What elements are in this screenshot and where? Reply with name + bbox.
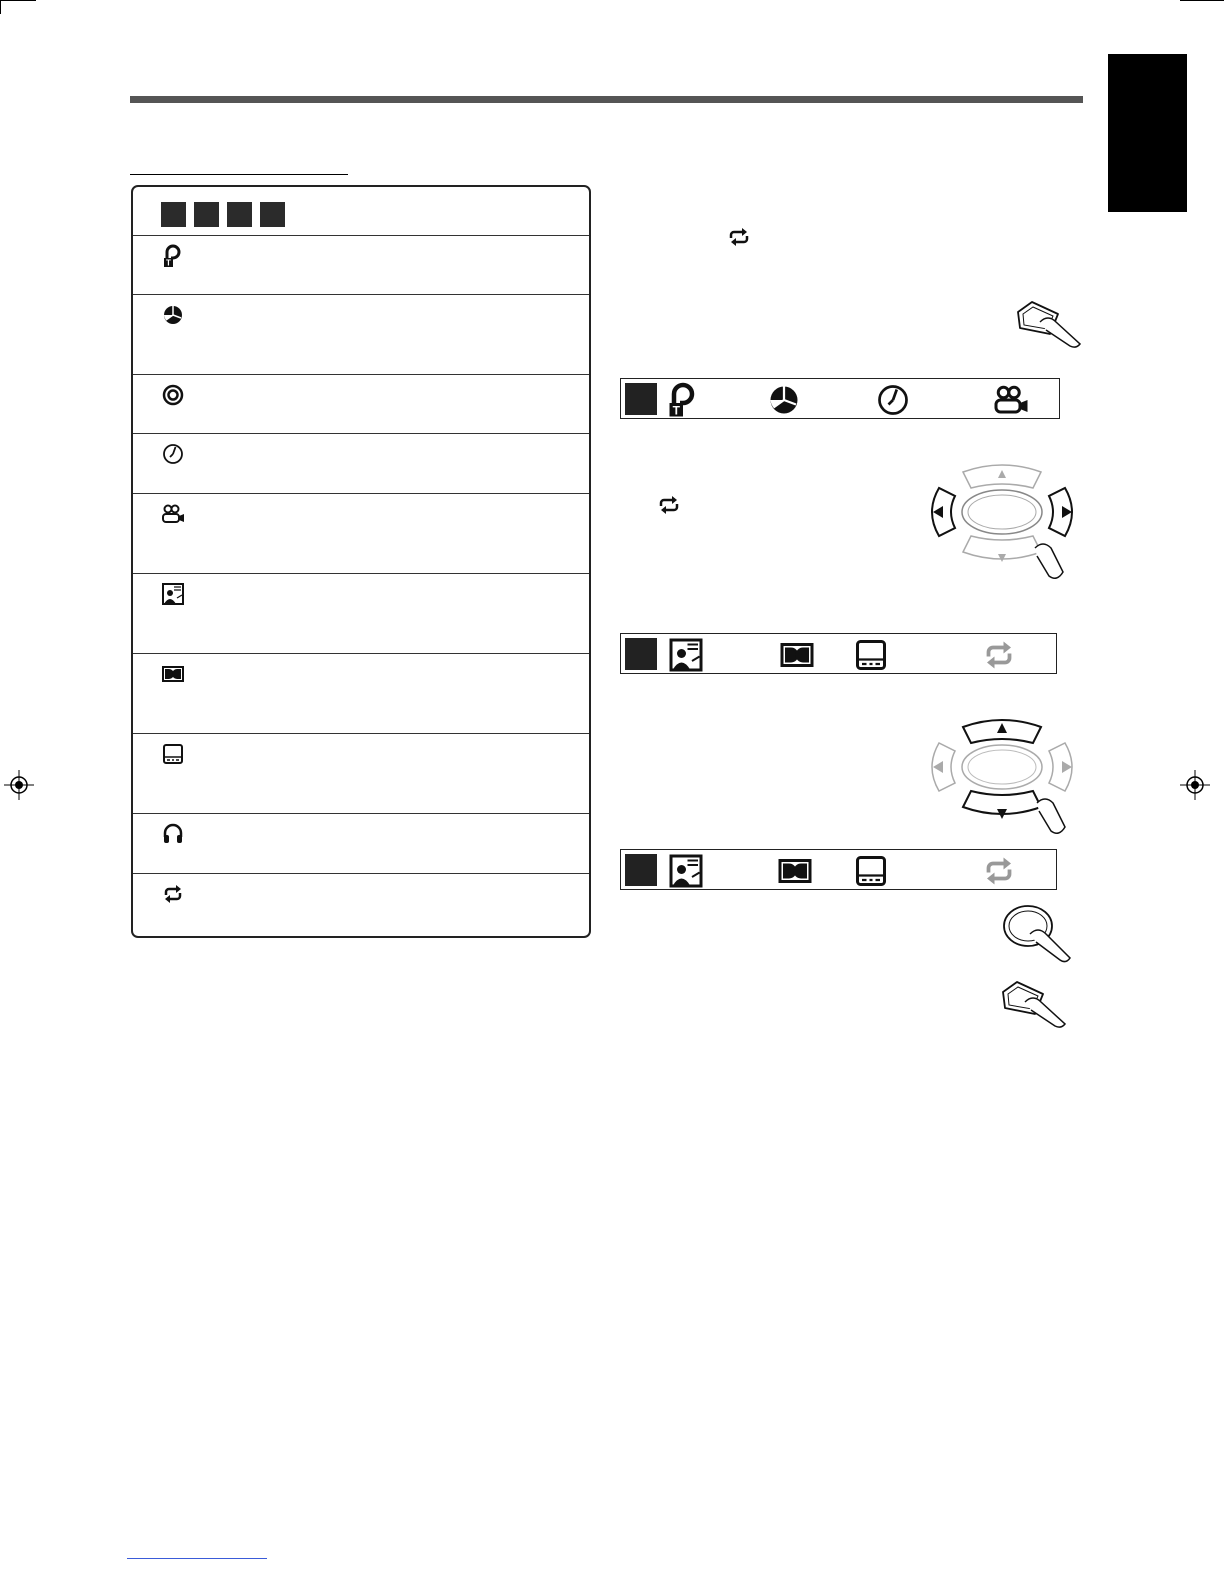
subtitle-icon (853, 853, 889, 889)
repeat-icon (981, 853, 1017, 889)
repeat-icon (161, 882, 185, 906)
list-item-subpicture (133, 573, 589, 654)
menu-bar-selector (625, 854, 657, 886)
list-item-time (133, 433, 589, 494)
angle-icon (161, 502, 185, 526)
crop-mark-top-left (0, 0, 36, 1)
cursor-pad-left-right-icon (925, 460, 1080, 582)
cursor-pad-up-down-icon (925, 715, 1080, 837)
headphone-icon (161, 822, 185, 846)
header-square-3 (227, 202, 252, 227)
list-item-title (133, 235, 589, 295)
list-item-chapter (133, 294, 589, 375)
menu-bar-1 (620, 378, 1060, 419)
repeat-icon (981, 637, 1017, 673)
header-square-4 (260, 202, 285, 227)
menu-bar-selector (625, 638, 657, 670)
subpicture-icon (668, 637, 704, 673)
angle-icon (993, 382, 1029, 418)
list-item-subtitle (133, 733, 589, 814)
list-item-angle (133, 493, 589, 574)
svg-text:T: T (166, 258, 171, 268)
menu-bar-selector (625, 383, 657, 415)
audio-icon (777, 853, 813, 889)
chapter-icon (161, 303, 185, 327)
repeat-icon (726, 226, 752, 248)
crop-mark-top-left-v (0, 0, 1, 14)
crop-mark-top-right (1180, 0, 1224, 1)
time-icon (161, 442, 185, 466)
menu-bar-3 (620, 849, 1057, 890)
title-icon (665, 382, 701, 418)
subpicture-icon (161, 582, 185, 606)
chapter-icon (766, 382, 802, 418)
list-item-audio (133, 653, 589, 734)
subpicture-icon (668, 853, 704, 889)
group-icon (161, 383, 185, 407)
menu-bar-2 (620, 633, 1057, 674)
audio-icon (161, 662, 185, 686)
list-item-group (133, 374, 589, 434)
footer-link-underline (127, 1558, 267, 1559)
title-icon (161, 244, 185, 268)
header-square-1 (161, 202, 186, 227)
registration-mark-right (1180, 770, 1210, 800)
time-icon (875, 382, 911, 418)
remote-button-press-icon (995, 978, 1070, 1030)
section-title-underline (130, 174, 348, 175)
repeat-icon (656, 494, 682, 516)
language-tab (1108, 54, 1187, 212)
list-item-repeat (133, 873, 589, 939)
subtitle-icon (161, 742, 185, 766)
svg-text:T: T (672, 403, 680, 418)
icon-list-box (131, 185, 591, 938)
header-rule (130, 96, 1083, 103)
enter-button-press-icon (1000, 902, 1075, 964)
audio-icon (779, 637, 815, 673)
remote-button-press-icon (1010, 298, 1085, 350)
list-item-headphone (133, 813, 589, 874)
header-square-2 (194, 202, 219, 227)
subtitle-icon (853, 637, 889, 673)
registration-mark-left (4, 770, 34, 800)
